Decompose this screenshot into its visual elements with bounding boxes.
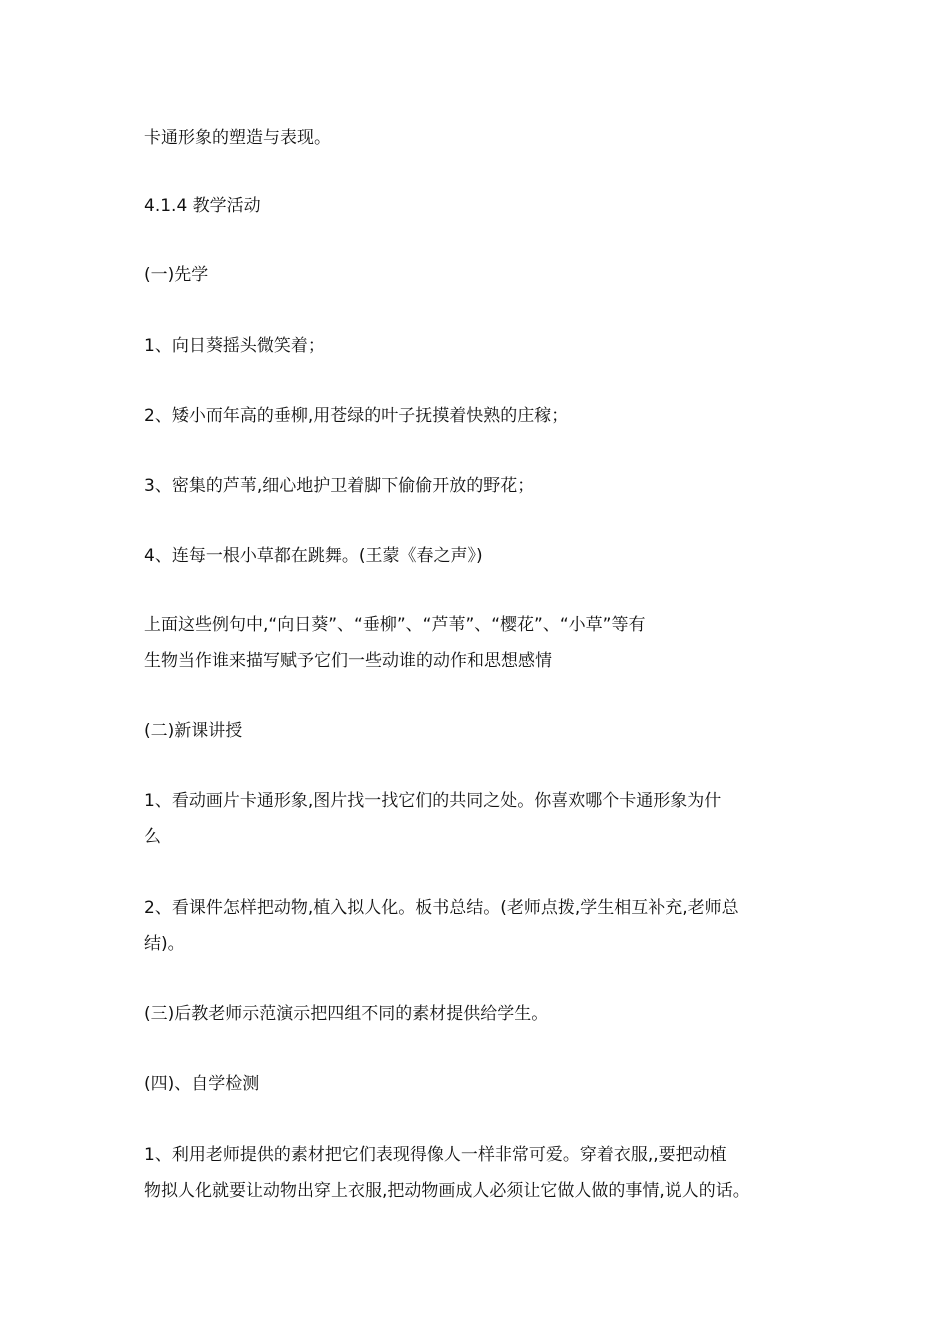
example-item-3 [144,468,824,504]
self-check-item-1 [144,1137,824,1209]
subheading-new-lesson [144,713,824,749]
subheading-teacher-demo [144,996,824,1032]
text-line: (三)后教老师示范演示把四组不同的素材提供给学生。 [144,1004,549,1024]
section-heading [144,188,824,224]
text-line: (四)、自学检测 [144,1074,260,1094]
text-line: 2、看课件怎样把动物,植入拟人化。板书总结。(老师点拨,学生相互补充,老师总 [144,898,739,918]
text-line: 生物当作谁来描写赋予它们一些动谁的动作和思想感情 [144,651,552,671]
example-item-4 [144,538,824,574]
text-line: (一)先学 [144,265,209,285]
text-line: 么 [144,827,161,847]
text-line: 物拟人化就要让动物出穿上衣服,把动物画成人必须让它做人做的事情,说人的话。 [144,1181,750,1201]
text-line: 4.1.4 教学活动 [144,196,261,216]
paragraph-intro [144,120,824,156]
example-item-2 [144,398,824,434]
text-line: 卡通形象的塑造与表现。 [144,128,331,148]
text-line: 2、矮小而年高的垂柳,用苍绿的叶子抚摸着快熟的庄稼； [144,406,569,426]
lesson-item-1 [144,783,824,855]
text-line: 1、看动画片卡通形象,图片找一找它们的共同之处。你喜欢哪个卡通形象为什 [144,791,722,811]
subheading-first-learn [144,257,824,293]
text-line: 上面这些例句中,“向日葵”、“垂柳”、“芦苇”、“樱花”、“小草”等有 [144,615,646,635]
lesson-item-2 [144,890,824,962]
text-line: (二)新课讲授 [144,721,243,741]
text-line: 结)。 [144,934,185,954]
text-line: 4、连每一根小草都在跳舞。(王蒙《春之声》) [144,546,483,566]
text-line: 1、利用老师提供的素材把它们表现得像人一样非常可爱。穿着衣服,,要把动植 [144,1145,727,1165]
text-line: 1、向日葵摇头微笑着； [144,336,325,356]
paragraph-explanation [144,607,824,679]
subheading-self-check [144,1066,824,1102]
text-line: 3、密集的芦苇,细心地护卫着脚下偷偷开放的野花； [144,476,535,496]
example-item-1 [144,328,824,364]
